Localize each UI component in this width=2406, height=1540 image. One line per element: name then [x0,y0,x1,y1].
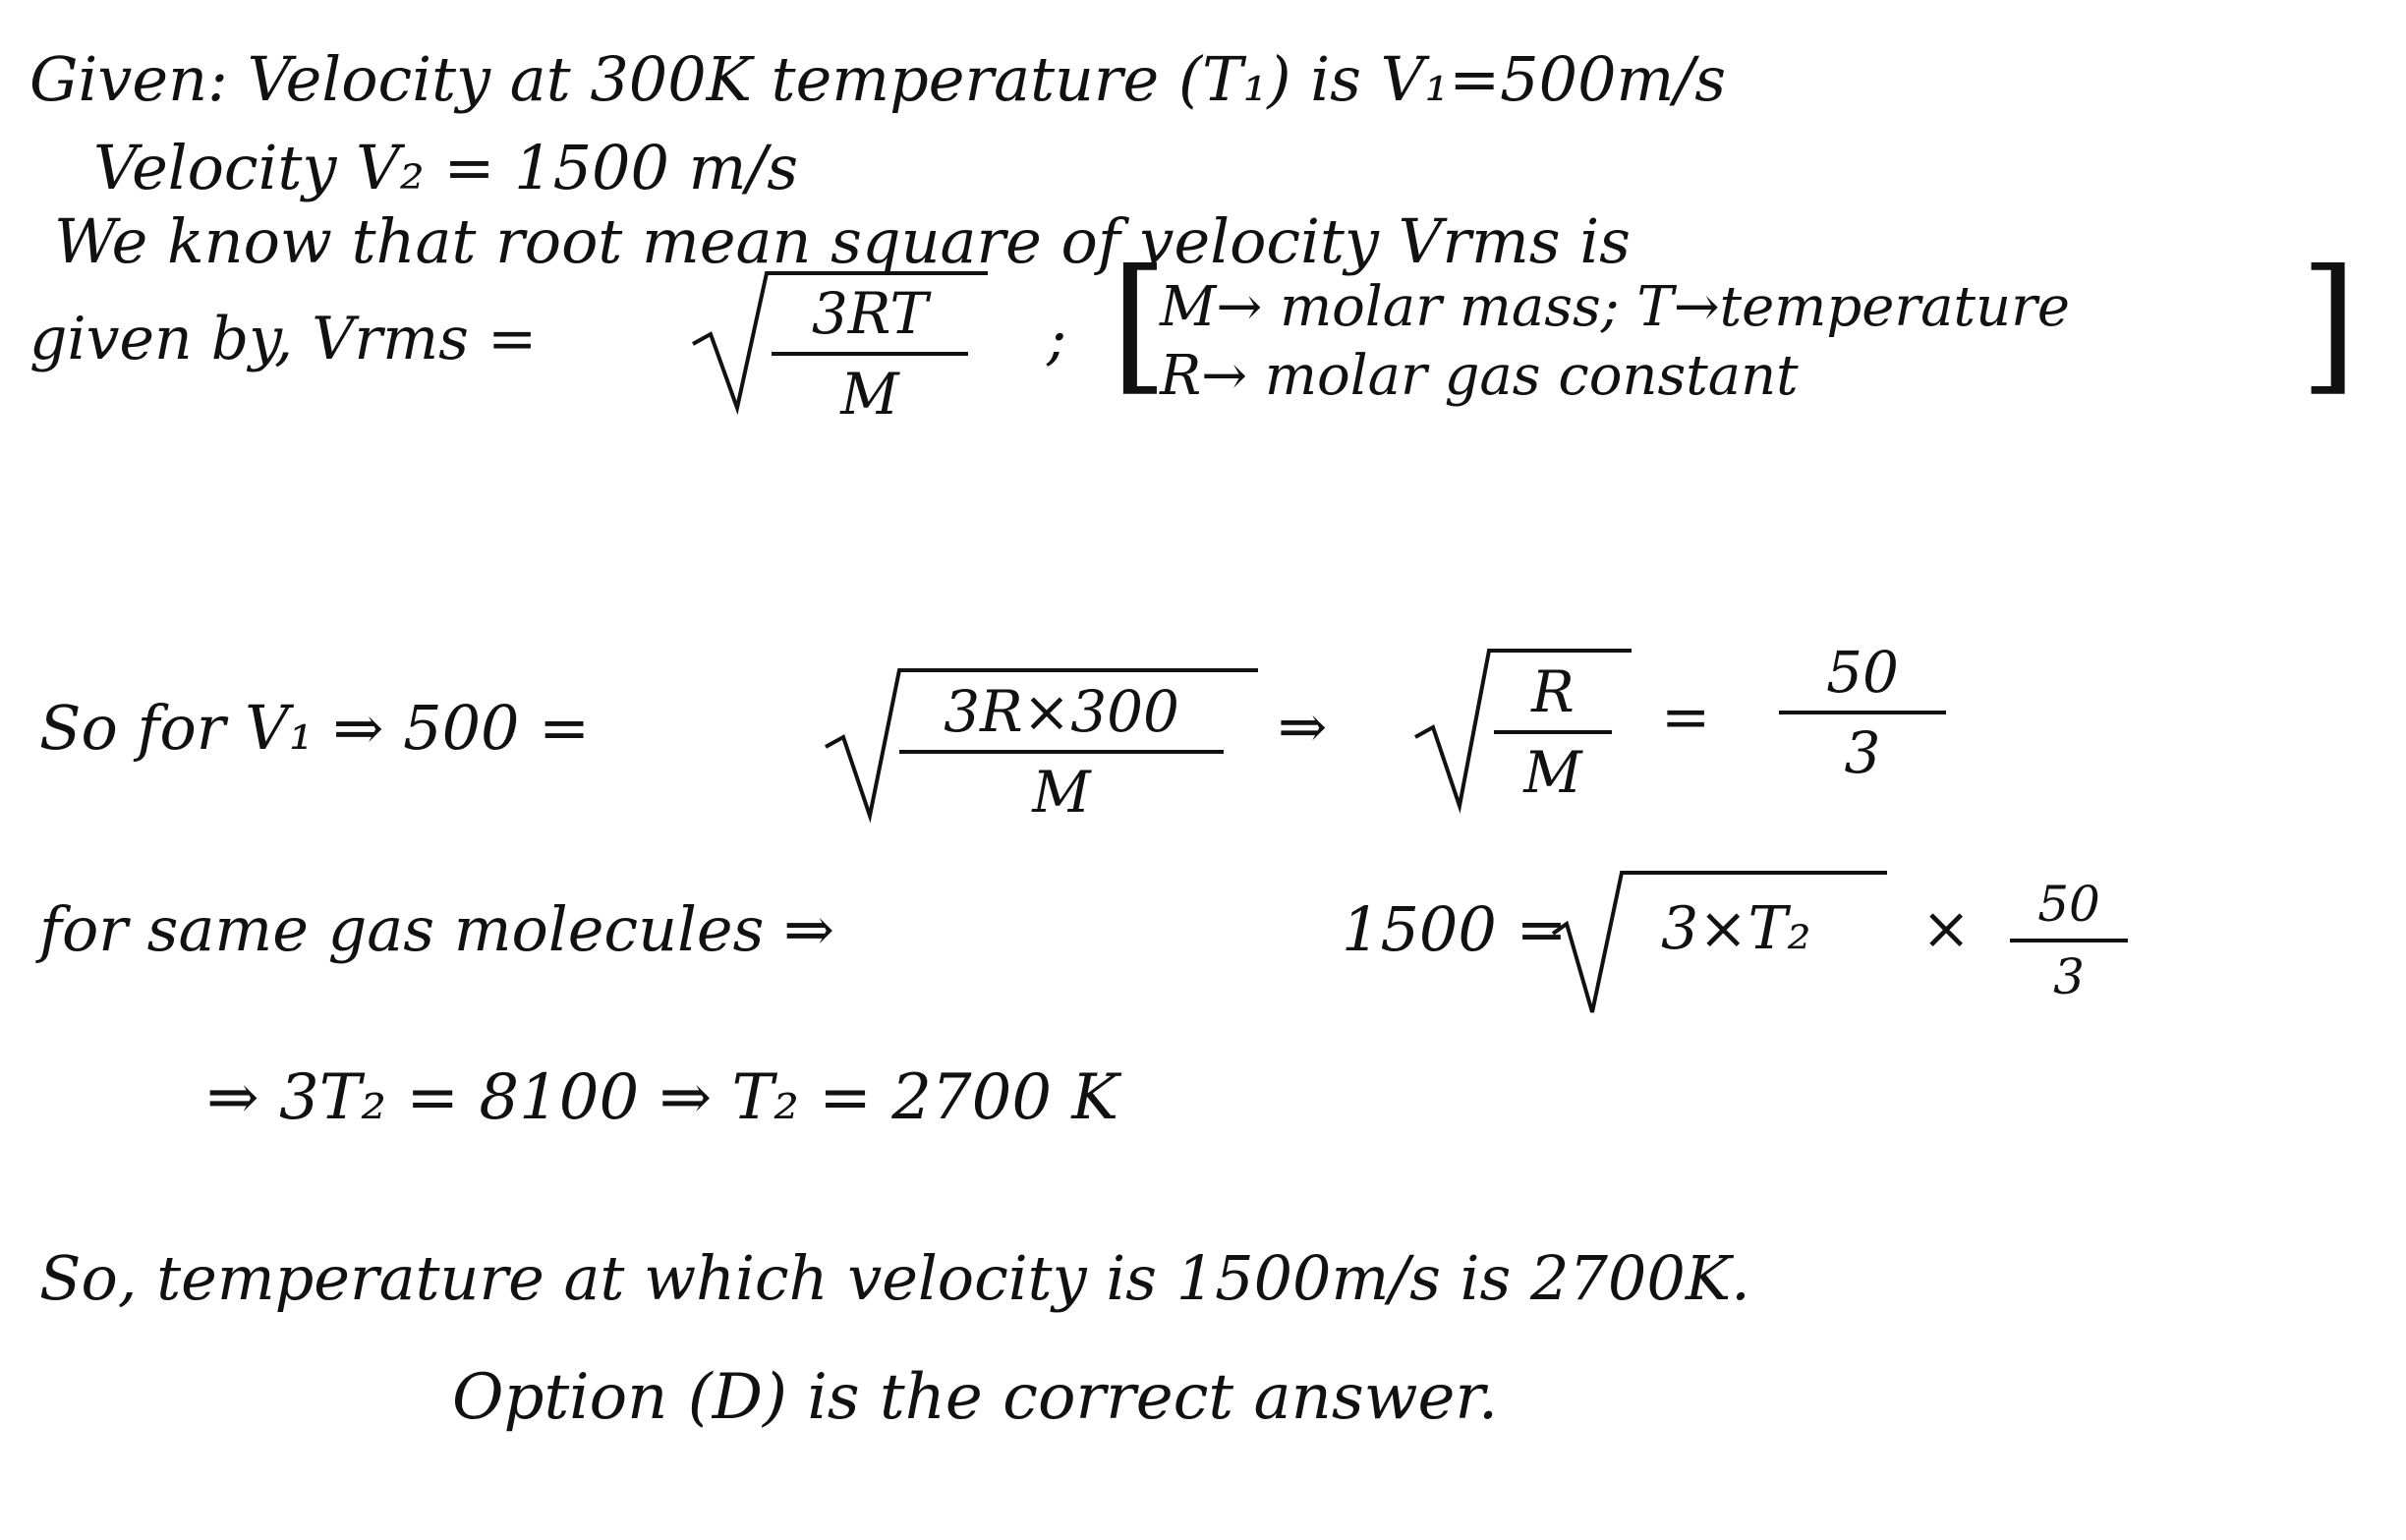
same-gas-line: for same gas molecules ⇒ [39,893,835,965]
v1-substitution-lead: So for V₁ ⇒ 500 = [39,692,591,764]
fraction-numerator: 50 [1826,639,1899,706]
velocity-v2-line: Velocity V₂ = 1500 m/s [93,132,799,203]
fraction-denominator: 3 [2053,948,2085,1005]
implies-arrow: ⇒ [1278,693,1328,762]
fraction-bar [899,750,1224,754]
radicand-3xt2: 3×T₂ [1661,894,1811,963]
fraction-denominator: M [1032,759,1091,826]
fraction-bar [2010,939,2128,942]
equals-sign: = [1661,683,1711,752]
fraction-denominator: M [840,361,899,428]
fraction-numerator: 3RT [811,280,929,347]
fraction-3rt-over-m [772,280,968,428]
fraction-denominator: M [1523,739,1582,806]
note-gas-constant: R→ molar gas constant [1160,344,1799,408]
fraction-denominator: 3 [1844,719,1881,786]
note-molar-mass: M→ molar mass; T→temperature [1160,275,2071,339]
answer-line: Option (D) is the correct answer. [452,1361,1499,1434]
fraction-bar [1494,730,1612,734]
formula-separator: ; [1047,305,1067,373]
fraction-numerator: 50 [2037,876,2100,933]
fraction-numerator: R [1531,658,1575,725]
right-bracket: ] [2300,239,2358,410]
t2-result-line: ⇒ 3T₂ = 8100 ⇒ T₂ = 2700 K [206,1061,1119,1134]
left-bracket: [ [1111,239,1169,410]
times-sign: × [1921,894,1972,963]
fraction-r-over-m [1494,658,1612,806]
fraction-50-over-3-second [2010,876,2128,1005]
fraction-bar [1779,711,1946,714]
rms-formula-lead: given by, Vrms = [29,305,538,373]
equation-1500: 1500 = [1342,893,1568,965]
fraction-bar [772,352,968,356]
conclusion-line: So, temperature at which velocity is 1500m/s is 2700K. [39,1242,1750,1314]
given-line: Given: Velocity at 300K temperature (T₁) is V₁=500m/s [29,43,1727,115]
fraction-3rx300-over-m [899,678,1224,826]
fraction-numerator: 3R×300 [944,678,1179,745]
fraction-50-over-3 [1779,639,1946,786]
rms-intro-line: We know that root mean square of velocity Vrms is [54,205,1631,277]
